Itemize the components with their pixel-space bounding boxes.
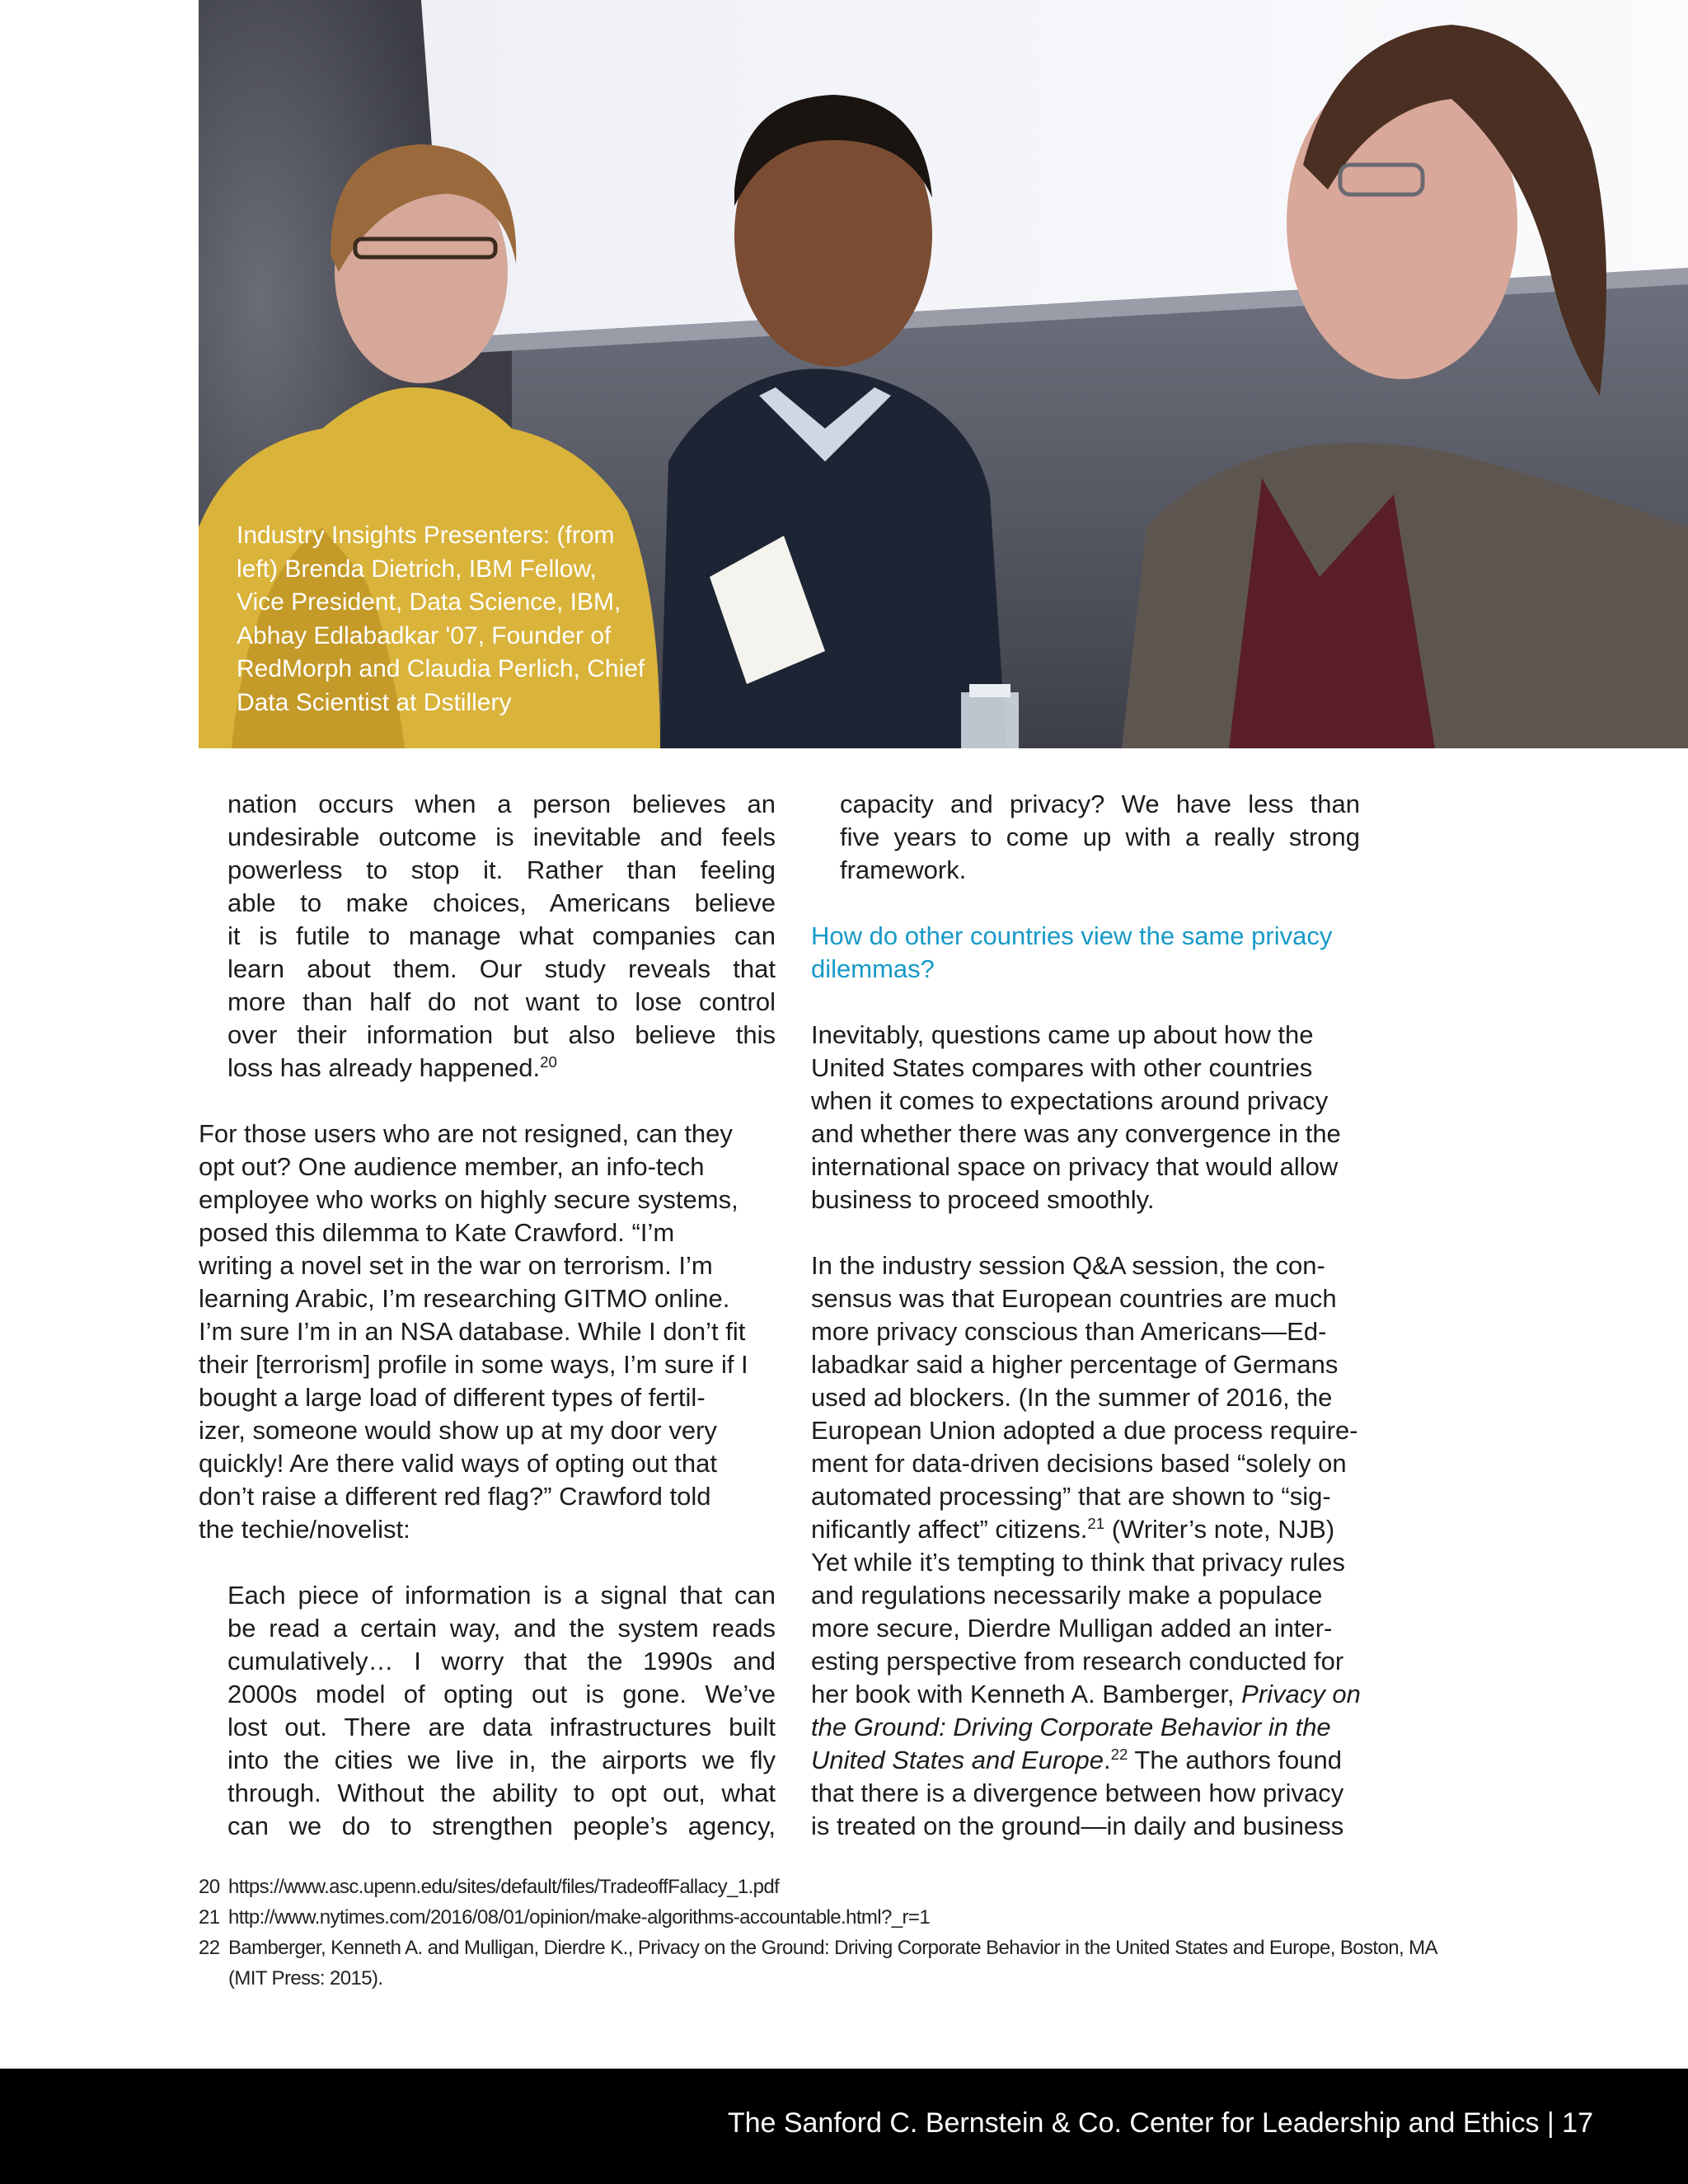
quote-line: can we do to strengthen people’s agency,: [227, 1811, 776, 1840]
footnote-text: Bamberger, Kenneth A. and Mulligan, Dierdre K., Privacy on the Ground: Driving Corporate Behavior in the United States and Europe, Boston, MA: [228, 1937, 1437, 1959]
paragraph-line: their [terrorism] profile in some ways, I’m sure if I: [199, 1350, 748, 1379]
footer-text: The Sanford C. Bernstein & Co. Center for Leadership and Ethics | 17: [727, 2107, 1593, 2139]
paragraph-line: For those users who are not resigned, can they: [199, 1119, 733, 1148]
footnote-ref: 20: [540, 1052, 557, 1071]
paragraph-line: that there is a divergence between how privacy: [811, 1779, 1344, 1807]
paragraph-line: when it comes to expectations around privacy: [811, 1086, 1329, 1115]
paragraph-line: Yet while it’s tempting to think that privacy rules: [811, 1548, 1345, 1577]
footnote: [199, 1872, 1418, 1902]
footnote: [199, 1902, 1418, 1933]
quote-line: through. Without the ability to opt out, what: [227, 1779, 776, 1807]
paragraph-line: the techie/novelist:: [199, 1515, 410, 1544]
quote-line: 2000s model of opting out is gone. We’ve: [227, 1680, 776, 1708]
quote-line: into the cities we live in, the airports we fly: [227, 1746, 776, 1774]
heading-line: dilemmas?: [811, 954, 935, 983]
quote-line: nation occurs when a person believes an: [227, 790, 776, 818]
quote-line: be read a certain way, and the system reads: [227, 1614, 776, 1643]
footnote-number: 22: [199, 1937, 220, 1959]
photo-caption: [237, 519, 682, 719]
paragraph-line: [811, 1678, 1404, 1711]
paragraph-text: The authors found: [1128, 1746, 1343, 1774]
paragraph-line: international space on privacy that would allow: [811, 1152, 1339, 1181]
heading-line: How do other countries view the same privacy: [811, 921, 1333, 950]
quote-line: over their information but also believe this: [227, 1020, 776, 1049]
paragraph-line: bought a large load of different types of fertil-: [199, 1383, 706, 1412]
quote-line: five years to come up with a really strong: [840, 823, 1360, 851]
panel-photo: [199, 0, 1688, 748]
paragraph-line: automated processing” that are shown to “sig-: [811, 1482, 1331, 1511]
paragraph-line: esting perspective from research conducted for: [811, 1647, 1344, 1675]
paragraph-line: opt out? One audience member, an info-tech: [199, 1152, 705, 1181]
paragraph-line: writing a novel set in the war on terrorism. I’m: [199, 1251, 713, 1280]
paragraph-line: ment for data-driven decisions based “solely on: [811, 1449, 1347, 1478]
footnote-ref: 22: [1110, 1745, 1128, 1763]
quote-line: [199, 1052, 776, 1085]
footnote-number: 20: [199, 1876, 220, 1898]
paragraph-line: I’m sure I’m in an NSA database. While I don’t fit: [199, 1317, 746, 1346]
paragraph-line: more secure, Dierdre Mulligan added an inter-: [811, 1614, 1333, 1643]
paragraph-line: sensus was that European countries are much: [811, 1284, 1337, 1313]
paragraph-line: business to proceed smoothly.: [811, 1185, 1155, 1214]
paragraph-line: is treated on the ground—in daily and business: [811, 1811, 1344, 1840]
caption-line: Data Scientist at Dstillery: [237, 688, 512, 716]
caption-line: RedMorph and Claudia Perlich, Chief: [237, 655, 645, 682]
paragraph-line: Inevitably, questions came up about how the: [811, 1020, 1314, 1049]
paragraph-text: her book with Kenneth A. Bamberger,: [811, 1680, 1242, 1708]
footnote-number: 21: [199, 1906, 220, 1929]
quote-line: lost out. There are data infrastructures built: [227, 1713, 776, 1741]
book-title: Privacy on: [1241, 1680, 1361, 1708]
body-paragraph: [199, 1118, 776, 1546]
paragraph-line: quickly! Are there valid ways of opting out that: [199, 1449, 717, 1478]
section-heading: [811, 920, 1404, 986]
body-paragraph: [811, 1249, 1404, 1843]
quote-line: cumulatively… I worry that the 1990s and: [227, 1647, 776, 1675]
quote-line: powerless to stop it. Rather than feeling: [227, 855, 776, 884]
caption-line: Abhay Edlabadkar '07, Founder of: [237, 621, 612, 649]
quote-line-text: loss has already happened.: [227, 1053, 541, 1082]
paragraph-line: learning Arabic, I’m researching GITMO online.: [199, 1284, 730, 1313]
footnote-link[interactable]: http://www.nytimes.com/2016/08/01/opinion/make-algorithms-accountable.html?_r=1: [228, 1906, 931, 1929]
paragraph-line: and whether there was any convergence in the: [811, 1119, 1341, 1148]
paragraph-line: [811, 1711, 1404, 1744]
caption-line: Industry Insights Presenters: (from: [237, 522, 615, 549]
footnote: [199, 1933, 1437, 1994]
caption-line: Vice President, Data Science, IBM,: [237, 588, 621, 616]
paragraph-line: European Union adopted a due process require-: [811, 1416, 1358, 1445]
block-quote: [199, 1579, 776, 1843]
left-column: [199, 788, 776, 1876]
paragraph-line: labadkar said a higher percentage of Germans: [811, 1350, 1339, 1379]
quote-line: it is futile to manage what companies can: [227, 921, 776, 950]
block-quote: [199, 788, 776, 1085]
paragraph-text: .: [1104, 1746, 1111, 1774]
quote-line: able to make choices, Americans believe: [227, 888, 776, 917]
paragraph-line: don’t raise a different red flag?” Crawford told: [199, 1482, 711, 1511]
paragraph-text: (Writer’s note, NJB): [1104, 1515, 1335, 1544]
paragraph-line: employee who works on highly secure systems,: [199, 1185, 738, 1214]
paragraph-line: [811, 1744, 1404, 1777]
paragraph-text: nificantly affect” citizens.: [811, 1515, 1088, 1544]
quote-line: more than half do not want to lose control: [227, 987, 776, 1016]
paragraph-line: In the industry session Q&A session, the con-: [811, 1251, 1325, 1280]
paragraph-line: used ad blockers. (In the summer of 2016, the: [811, 1383, 1333, 1412]
quote-line: undesirable outcome is inevitable and feels: [227, 823, 776, 851]
footnotes: [199, 1872, 1437, 1994]
caption-line: left) Brenda Dietrich, IBM Fellow,: [237, 555, 597, 583]
right-column: [811, 788, 1404, 1876]
footnote-ref: 21: [1087, 1514, 1105, 1532]
page-footer: [0, 2069, 1688, 2184]
quote-line: Each piece of information is a signal that can: [227, 1581, 776, 1610]
footnote-link[interactable]: https://www.asc.upenn.edu/sites/default/files/TradeoffFallacy_1.pdf: [228, 1876, 780, 1898]
paragraph-line: [811, 1513, 1404, 1546]
paragraph-line: more privacy conscious than Americans—Ed-: [811, 1317, 1327, 1346]
body-paragraph: [811, 1019, 1404, 1216]
block-quote-continued: [811, 788, 1360, 887]
book-title: United States and Europe: [811, 1746, 1104, 1774]
paragraph-line: izer, someone would show up at my door very: [199, 1416, 717, 1445]
quote-line: framework.: [840, 855, 967, 884]
footnote-text: (MIT Press: 2015).: [228, 1967, 383, 1990]
quote-line: learn about them. Our study reveals that: [227, 954, 776, 983]
book-title: the Ground: Driving Corporate Behavior in the: [811, 1713, 1331, 1741]
quote-line: capacity and privacy? We have less than: [840, 790, 1360, 818]
paragraph-line: United States compares with other countries: [811, 1053, 1313, 1082]
paragraph-line: posed this dilemma to Kate Crawford. “I’m: [199, 1218, 675, 1247]
paragraph-line: and regulations necessarily make a populace: [811, 1581, 1323, 1610]
